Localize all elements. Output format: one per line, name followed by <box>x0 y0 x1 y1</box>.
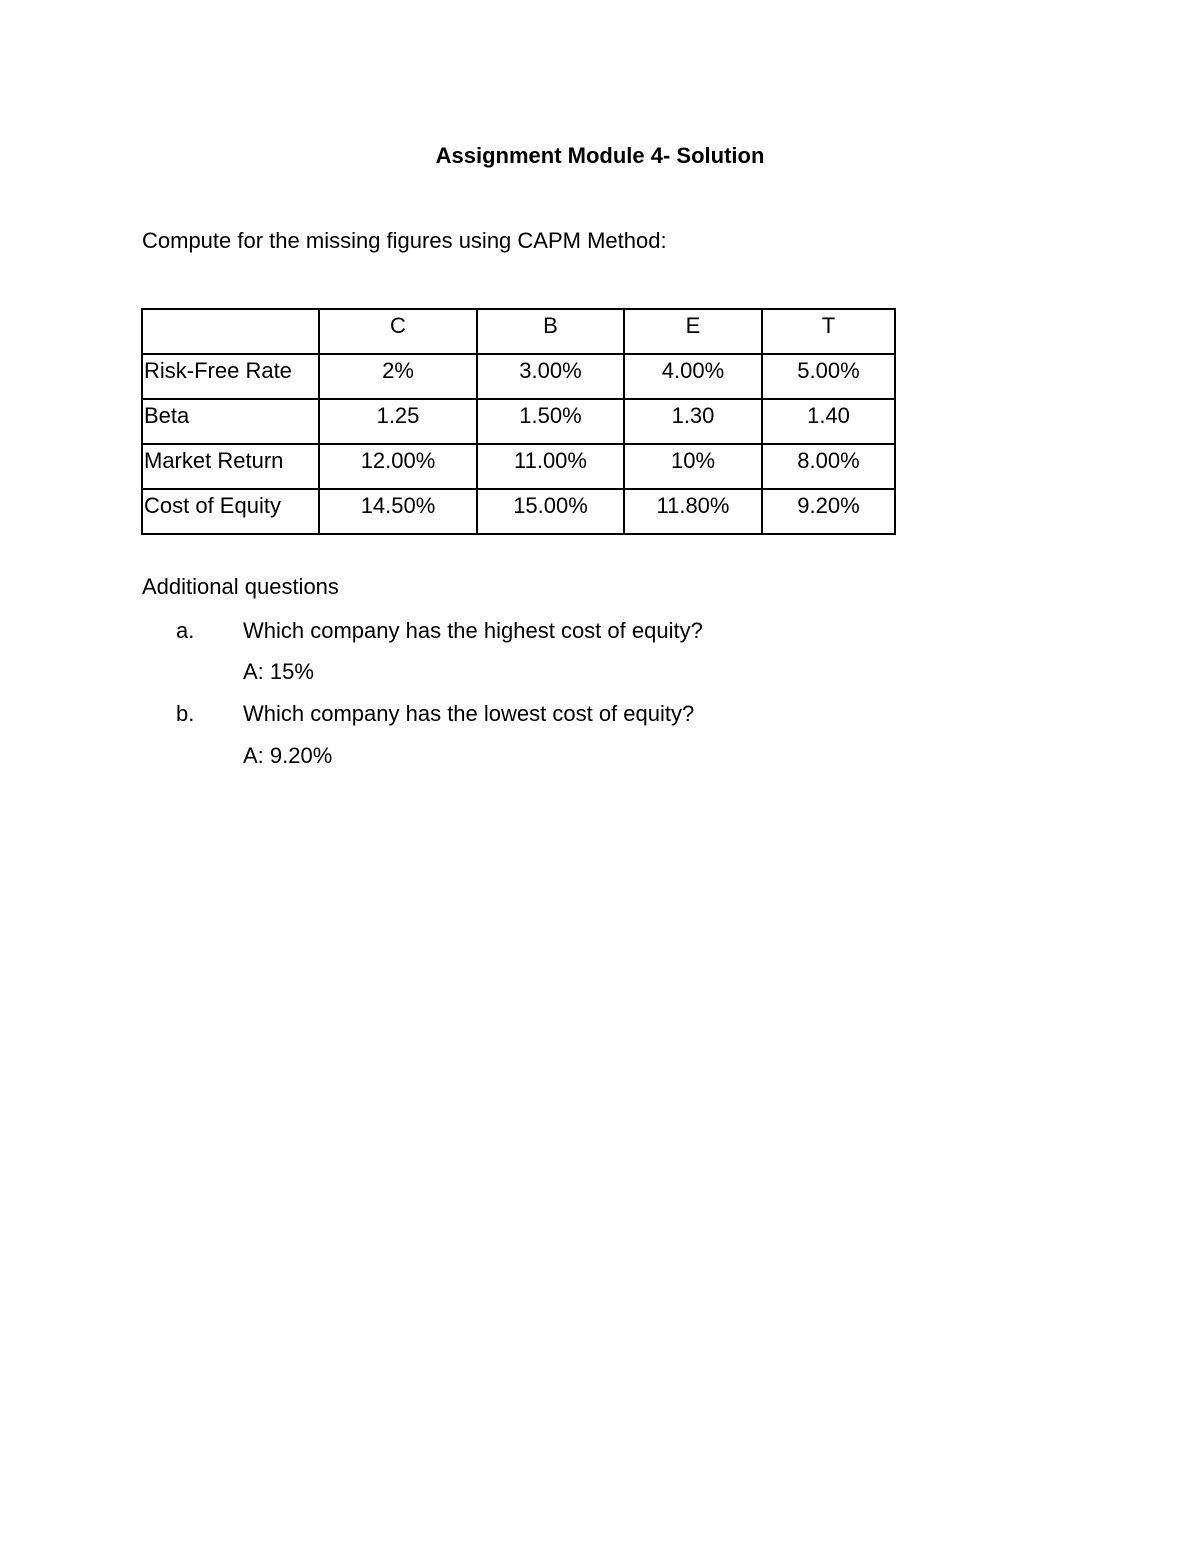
table-cell: 1.25 <box>319 399 477 444</box>
question-marker: a. <box>176 618 195 643</box>
table-row <box>142 399 895 444</box>
table-cell: 1.50% <box>477 399 624 444</box>
row-label: Risk-Free Rate <box>142 354 319 399</box>
table-header-cell <box>142 309 319 354</box>
table-header-cell: T <box>762 309 895 354</box>
additional-questions-heading: Additional questions <box>142 574 339 599</box>
row-label: Cost of Equity <box>142 489 319 534</box>
table-header-cell: E <box>624 309 762 354</box>
table-cell: 11.80% <box>624 489 762 534</box>
table-header-row <box>142 309 895 354</box>
table-cell: 4.00% <box>624 354 762 399</box>
table-cell: 12.00% <box>319 444 477 489</box>
answer-text: A: 15% <box>243 659 314 684</box>
table-header-cell: B <box>477 309 624 354</box>
table-cell: 14.50% <box>319 489 477 534</box>
question-marker: b. <box>176 701 195 726</box>
table-cell: 3.00% <box>477 354 624 399</box>
question-text: Which company has the lowest cost of equity? <box>243 701 695 726</box>
table-cell: 5.00% <box>762 354 895 399</box>
row-label: Market Return <box>142 444 319 489</box>
capm-table <box>141 308 896 535</box>
table-header-cell: C <box>319 309 477 354</box>
row-label: Beta <box>142 399 319 444</box>
document-title: Assignment Module 4- Solution <box>435 143 765 168</box>
table-cell: 10% <box>624 444 762 489</box>
table-cell: 15.00% <box>477 489 624 534</box>
table-cell: 11.00% <box>477 444 624 489</box>
instruction-text: Compute for the missing figures using CAPM Method: <box>142 228 667 253</box>
answer-text: A: 9.20% <box>243 743 333 768</box>
table-cell: 1.30 <box>624 399 762 444</box>
table-cell: 1.40 <box>762 399 895 444</box>
table-row <box>142 489 895 534</box>
table-cell: 2% <box>319 354 477 399</box>
table-cell: 8.00% <box>762 444 895 489</box>
table-cell: 9.20% <box>762 489 895 534</box>
question-text: Which company has the highest cost of equity? <box>243 618 703 643</box>
table-row <box>142 354 895 399</box>
table-row <box>142 444 895 489</box>
